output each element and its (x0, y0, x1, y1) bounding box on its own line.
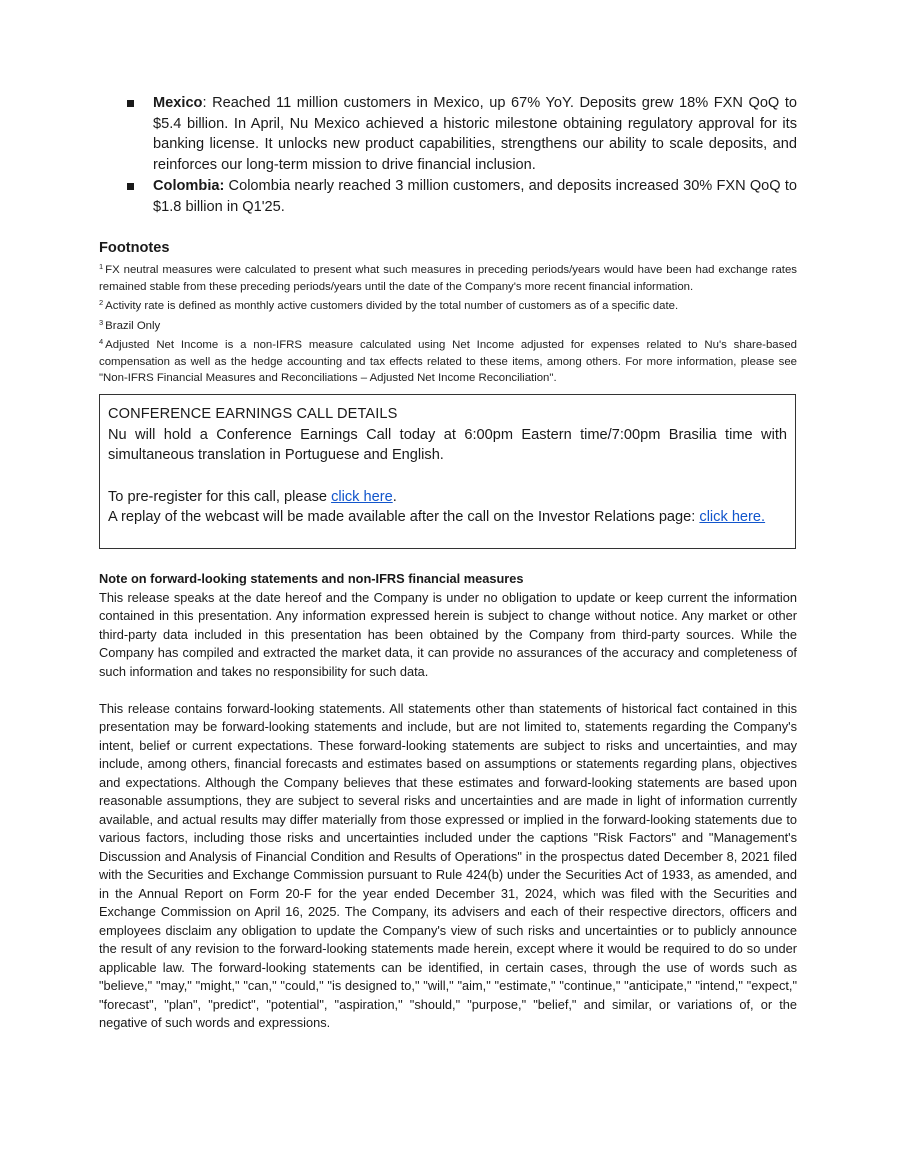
footnotes-section (99, 238, 797, 387)
square-bullet-icon (99, 176, 153, 197)
bullet-body: : Reached 11 million customers in Mexico, up 67% YoY. Deposits grew 18% FXN QoQ to $5.4 billion. In April, Nu Mexico achieved a historic milestone obtaining regulatory approval for its banking license. It unlocks new product capabilities, strengthens our ability to scale deposits, and reinforces our long-term mission to drive financial inclusion. (153, 95, 797, 174)
footnote-number: 3 (99, 317, 104, 327)
spacer (108, 466, 787, 487)
pre-register-text: To pre-register for this call, please (108, 488, 332, 505)
regional-highlights-list (99, 93, 797, 217)
replay-link[interactable]: click here. (699, 509, 766, 526)
notes-title: Note on forward-looking statements and non-IFRS financial measures (99, 571, 524, 586)
pre-register-link[interactable]: click here (331, 488, 393, 505)
bullet-text (153, 176, 797, 217)
list-item-mexico (99, 93, 797, 176)
forward-looking-notes (99, 570, 797, 1033)
square-bullet-icon (99, 93, 153, 114)
footnote-text: Adjusted Net Income is a non-IFRS measure calculated using Net Income adjusted for expenses related to Nu's share-based compensation as well as the hedge accounting and tax effects related to these items, among others. For more information, please see "Non-IFRS Financial Measures and Reconciliations – Adjusted Net Income Reconciliation". (99, 339, 797, 384)
footnote-number: 2 (99, 298, 104, 307)
earnings-call-description: Nu will hold a Conference Earnings Call today at 6:00pm Eastern time/7:00pm Brasilia time with simultaneous translation in Portuguese and English. (108, 426, 787, 464)
bullet-lead: Mexico (153, 95, 203, 111)
footnote-text: FX neutral measures were calculated to present what such measures in preceding periods/years would have been had exchange rates remained stable from these preceding periods/years until the date of the Company's more recent financial information. (99, 264, 797, 293)
pre-register-suffix: . (392, 488, 397, 505)
earnings-call-title: CONFERENCE EARNINGS CALL DETAILS (108, 406, 398, 422)
footnote-text: Brazil Only (105, 319, 161, 332)
notes-paragraph-1: This release speaks at the date hereof and the Company is under no obligation to update or keep current the information contained in this presentation. Any information expressed herein is subject to change without notice. Any market or other third-party data included in this presentation has been obtained by the Company from third-party sources. While the Company has compiled and extracted the market data, it can provide no assurances of the accuracy and completeness of such information and takes no responsibility for such data. (99, 589, 797, 679)
bullet-text (153, 93, 797, 176)
earnings-call-box (99, 394, 796, 549)
footnote-number: 1 (99, 262, 104, 271)
replay-line (108, 507, 787, 528)
footnote-4 (99, 334, 797, 387)
footnote-3 (99, 315, 797, 335)
notes-paragraph-2: This release contains forward-looking statements. All statements other than statements of historical fact contained in this presentation may be forward-looking statements and include, but are not limited to, statements regarding the Company's intent, belief or current expectations. These forward-looking statements are subject to risks and uncertainties, and may include, among others, financial forecasts and estimates based on assumptions or statements regarding plans, objectives and expectations. Although the Company believes that these estimates and forward-looking statements are based upon reasonable assumptions, they are subject to several risks and uncertainties and are made in light of information currently available, and actual results may differ materially from those expressed or implied in the forward-looking statements due to various factors, including those risks and uncertainties included under the captions "Risk Factors" and "Management's Discussion and Analysis of Financial Condition and Results of Operations" in the prospectus dated December 8, 2021 filed with the Securities and Exchange Commission pursuant to Rule 424(b) under the Securities Act of 1933, as amended, and in the Annual Report on Form 20-F for the year ended December 31, 2024, which was filed with the Securities and Exchange Commission on April 16, 2025. The Company, its advisers and each of their respective directors, officers and employees disclaim any obligation to update the Company's view of such risks and uncertainties or to publicly announce the result of any revision to the forward-looking statements made herein, except where it would be required to do so under applicable law. The forward-looking statements can be identified, in certain cases, through the use of words such as "believe," "may," "might," "can," "could," "is designed to," "will," "aim," "estimate," "continue," "anticipate," "intend," "expect," "forecast", "plan", "predict", "potential", "aspiration," "should," "purpose," "belief," and similar, or variations of, or the negative of such words and expressions. (99, 700, 797, 1030)
footnote-number: 4 (99, 337, 104, 346)
footnote-2 (99, 295, 797, 315)
pre-register-line (108, 487, 787, 508)
bullet-body: Colombia nearly reached 3 million customers, and deposits increased 30% FXN QoQ to $1.8 billion in Q1'25. (153, 177, 797, 215)
footnote-text: Activity rate is defined as monthly active customers divided by the total number of customers as of a specific date. (105, 300, 679, 312)
replay-text: A replay of the webcast will be made available after the call on the Investor Relations page: (108, 509, 700, 526)
footnote-1 (99, 259, 797, 295)
footnotes-title: Footnotes (99, 240, 170, 256)
list-item-colombia (99, 176, 797, 217)
bullet-lead: Colombia: (153, 177, 225, 194)
